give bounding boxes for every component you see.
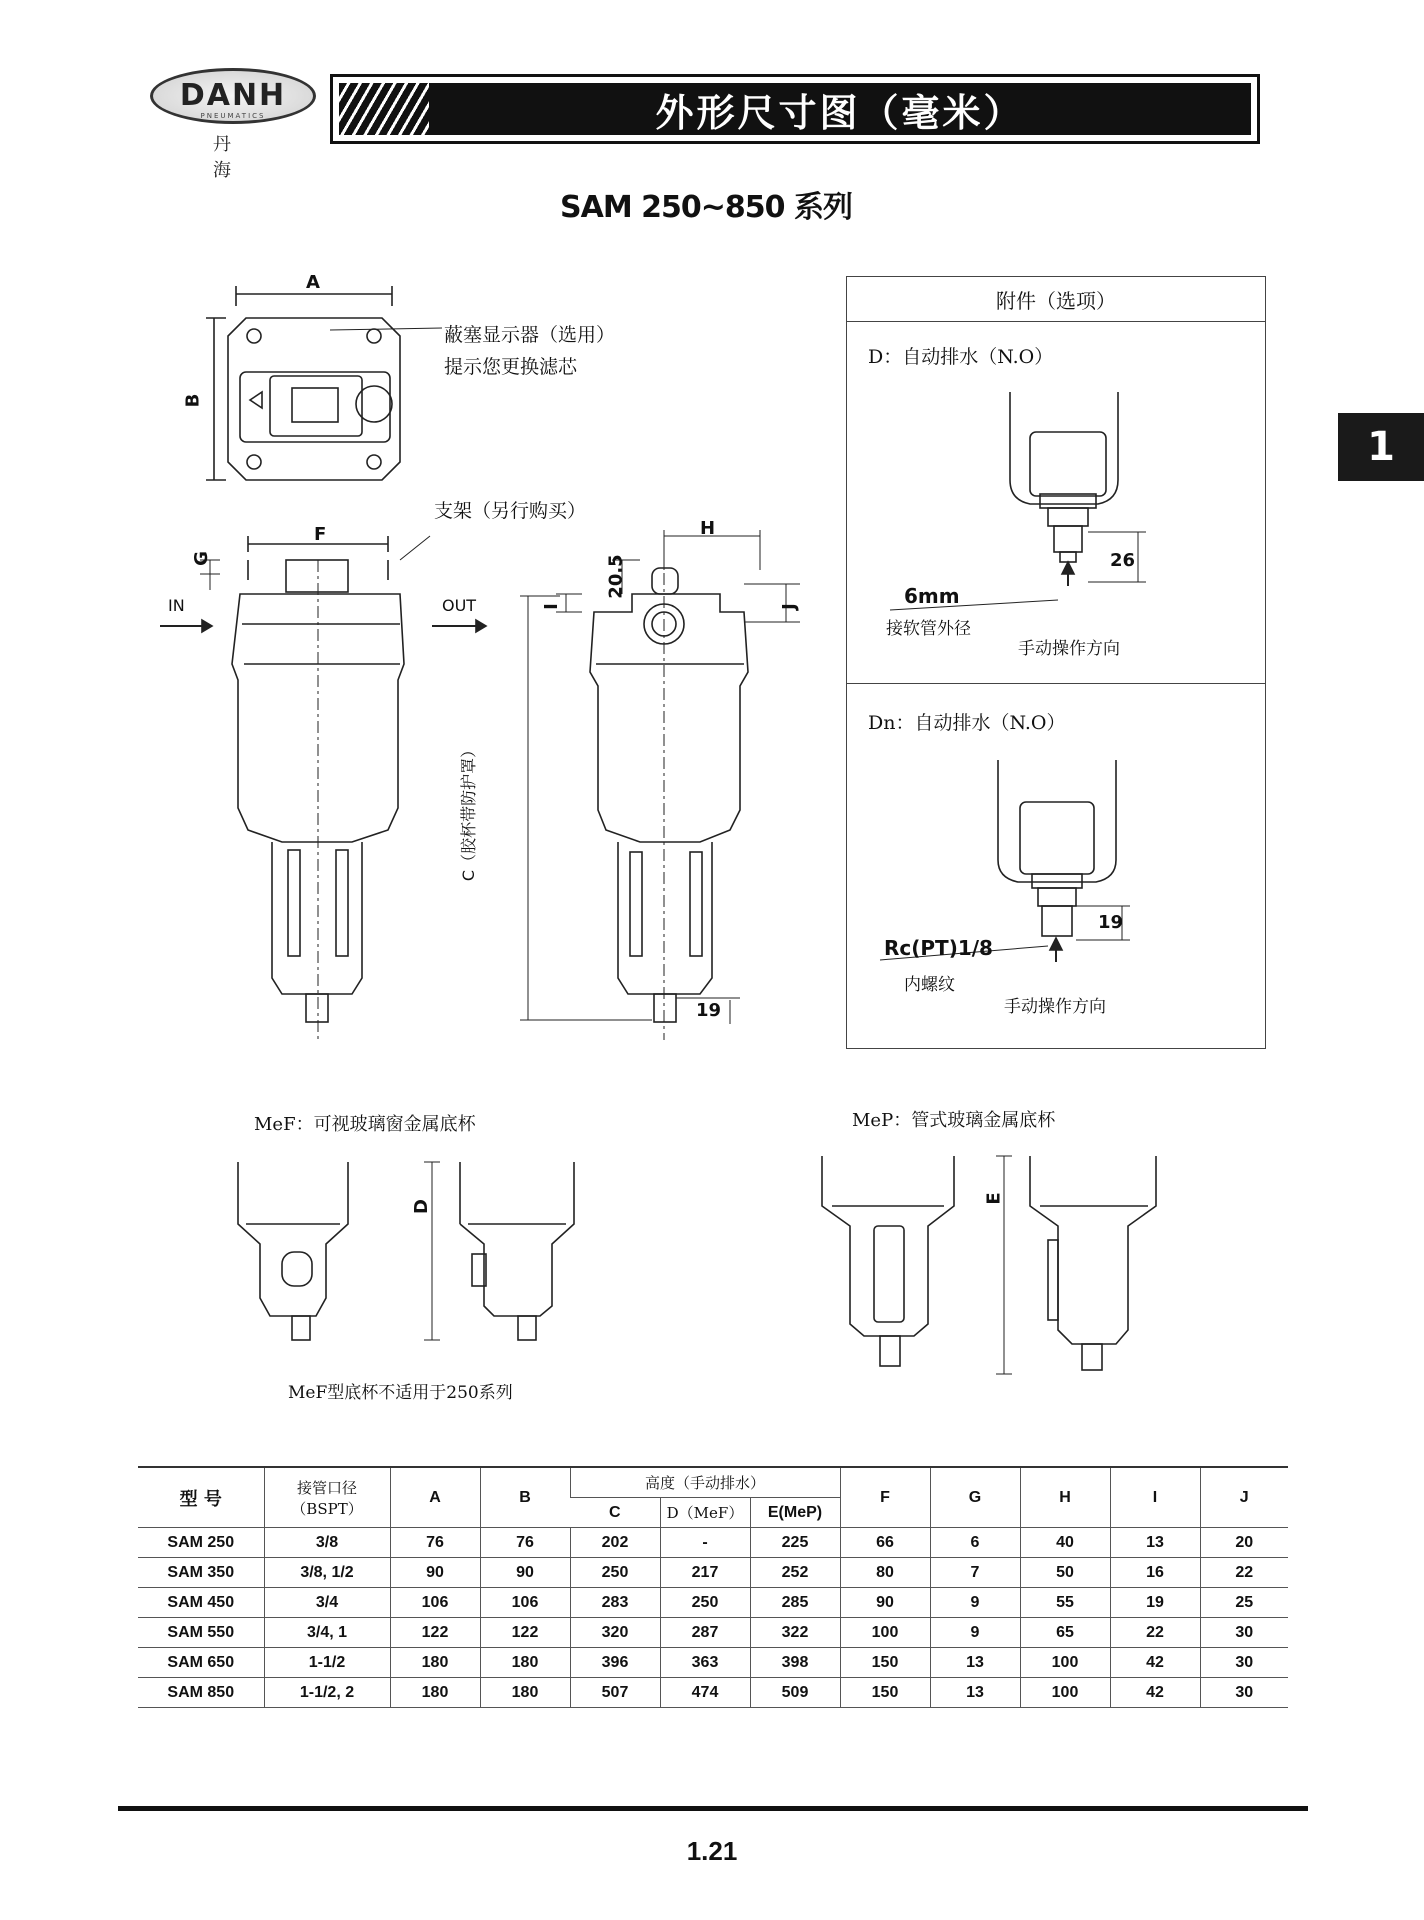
table-cell-c: 202 xyxy=(570,1528,660,1558)
table-cell-h: 40 xyxy=(1020,1528,1110,1558)
col-header-e: E(MeP) xyxy=(750,1498,840,1528)
col-header-model: 型 号 xyxy=(138,1467,264,1528)
table-cell-d: - xyxy=(660,1528,750,1558)
accessory-d-hose-size: 6mm xyxy=(904,584,960,608)
table-cell-b: 106 xyxy=(480,1588,570,1618)
table-cell-g: 6 xyxy=(930,1528,1020,1558)
table-cell-c: 283 xyxy=(570,1588,660,1618)
table-row xyxy=(138,1648,1288,1678)
table-cell-a: 122 xyxy=(390,1618,480,1648)
table-cell-f: 66 xyxy=(840,1528,930,1558)
table-cell-b: 180 xyxy=(480,1678,570,1708)
table-cell-port: 3/8 xyxy=(264,1528,390,1558)
dim-label-i: I xyxy=(540,603,562,610)
table-cell-g: 9 xyxy=(930,1618,1020,1648)
table-cell-f: 90 xyxy=(840,1588,930,1618)
table-row xyxy=(138,1588,1288,1618)
table-cell-g: 9 xyxy=(930,1588,1020,1618)
table-cell-d: 474 xyxy=(660,1678,750,1708)
table-cell-port: 1-1/2 xyxy=(264,1648,390,1678)
col-header-height-group: 高度（手动排水） xyxy=(570,1467,840,1498)
top-view-drawing xyxy=(206,286,442,480)
table-cell-d: 363 xyxy=(660,1648,750,1678)
table-cell-h: 100 xyxy=(1020,1648,1110,1678)
table-cell-port: 3/4 xyxy=(264,1588,390,1618)
col-header-h: H xyxy=(1020,1467,1110,1528)
table-cell-d: 217 xyxy=(660,1558,750,1588)
table-cell-d: 250 xyxy=(660,1588,750,1618)
col-header-i: I xyxy=(1110,1467,1200,1528)
page-number: 1.21 xyxy=(686,1836,738,1866)
table-cell-e: 225 xyxy=(750,1528,840,1558)
dim-label-h: H xyxy=(700,518,716,539)
accessory-dn-manual-direction: 手动操作方向 xyxy=(1004,997,1106,1017)
col-header-port-line2: （BSPT） xyxy=(291,1499,363,1518)
indicator-callout-line1: 蔽塞显示器（选用） xyxy=(444,324,616,346)
col-header-d: D（MeF） xyxy=(660,1498,750,1528)
table-cell-e: 398 xyxy=(750,1648,840,1678)
dimension-table xyxy=(138,1466,1288,1708)
accessory-d-dim-26: 26 xyxy=(1110,550,1136,571)
table-row xyxy=(138,1678,1288,1708)
table-cell-e: 252 xyxy=(750,1558,840,1588)
accessory-title: 附件（选项） xyxy=(847,277,1265,322)
table-cell-j: 30 xyxy=(1200,1678,1288,1708)
bracket-callout: 支架（另行购买） xyxy=(434,500,587,522)
table-cell-g: 7 xyxy=(930,1558,1020,1588)
table-cell-b: 76 xyxy=(480,1528,570,1558)
footer-rule xyxy=(118,1806,1308,1811)
col-header-c: C xyxy=(570,1498,660,1528)
table-cell-i: 42 xyxy=(1110,1678,1200,1708)
table-cell-f: 100 xyxy=(840,1618,930,1648)
table-cell-h: 100 xyxy=(1020,1678,1110,1708)
accessory-dn-label: Dn：自动排水（N.O） xyxy=(868,712,1066,734)
table-cell-h: 65 xyxy=(1020,1618,1110,1648)
table-cell-f: 150 xyxy=(840,1678,930,1708)
series-title: SAM 250~850 系列 xyxy=(560,190,852,225)
section-tab-marker: 1 xyxy=(1338,413,1424,481)
table-cell-a: 106 xyxy=(390,1588,480,1618)
table-cell-model: SAM 250 xyxy=(138,1528,264,1558)
table-cell-e: 322 xyxy=(750,1618,840,1648)
dim-label-a: A xyxy=(306,272,320,293)
col-header-g: G xyxy=(930,1467,1020,1528)
table-cell-g: 13 xyxy=(930,1648,1020,1678)
table-cell-model: SAM 450 xyxy=(138,1588,264,1618)
table-cell-i: 22 xyxy=(1110,1618,1200,1648)
dim-label-19: 19 xyxy=(696,1000,722,1021)
dim-label-b: B xyxy=(182,393,204,408)
dim-label-e: E xyxy=(983,1192,1005,1205)
col-header-b: B xyxy=(480,1467,570,1528)
table-cell-i: 13 xyxy=(1110,1528,1200,1558)
table-cell-e: 509 xyxy=(750,1678,840,1708)
table-cell-c: 507 xyxy=(570,1678,660,1708)
dim-label-c: C（胶杯带防护罩） xyxy=(459,741,479,882)
mef-bowl-drawings xyxy=(238,1162,574,1340)
table-cell-b: 180 xyxy=(480,1648,570,1678)
dim-label-f: F xyxy=(314,524,327,545)
table-cell-i: 16 xyxy=(1110,1558,1200,1588)
table-cell-port: 3/8, 1/2 xyxy=(264,1558,390,1588)
col-header-port-line1: 接管口径 xyxy=(296,1478,357,1497)
mef-bowl-label: MeF：可视玻璃窗金属底杯 xyxy=(254,1114,476,1135)
table-cell-g: 13 xyxy=(930,1678,1020,1708)
inlet-label: IN xyxy=(168,596,185,615)
accessory-dn-thread-desc: 内螺纹 xyxy=(904,975,955,995)
accessory-d-manual-direction: 手动操作方向 xyxy=(1018,639,1120,659)
table-cell-model: SAM 350 xyxy=(138,1558,264,1588)
table-cell-i: 42 xyxy=(1110,1648,1200,1678)
table-cell-model: SAM 550 xyxy=(138,1618,264,1648)
dimension-table-body xyxy=(138,1528,1288,1708)
outlet-label: OUT xyxy=(442,596,477,615)
mep-bowl-drawings xyxy=(822,1156,1156,1374)
table-cell-i: 19 xyxy=(1110,1588,1200,1618)
accessory-d-label: D：自动排水（N.O） xyxy=(868,346,1054,368)
accessory-dn-thread: Rc(PT)1/8 xyxy=(884,936,993,960)
table-cell-j: 30 xyxy=(1200,1618,1288,1648)
accessory-dn-dim-19: 19 xyxy=(1098,912,1124,933)
table-cell-a: 90 xyxy=(390,1558,480,1588)
dim-label-g: G xyxy=(190,551,212,566)
side-view-drawing xyxy=(520,530,800,1040)
col-header-j: J xyxy=(1200,1467,1288,1528)
table-cell-b: 122 xyxy=(480,1618,570,1648)
col-header-port xyxy=(264,1467,390,1528)
logo-wordmark: DANH xyxy=(179,78,287,113)
table-cell-f: 150 xyxy=(840,1648,930,1678)
table-cell-a: 76 xyxy=(390,1528,480,1558)
accessory-d-hose-desc: 接软管外径 xyxy=(886,619,971,639)
indicator-callout-line2: 提示您更换滤芯 xyxy=(444,356,578,378)
accessory-panel xyxy=(846,276,1266,1049)
mef-bowl-note: MeF型底杯不适用于250系列 xyxy=(288,1383,513,1403)
table-row xyxy=(138,1558,1288,1588)
table-cell-b: 90 xyxy=(480,1558,570,1588)
table-cell-port: 3/4, 1 xyxy=(264,1618,390,1648)
dim-label-d: D xyxy=(410,1199,432,1214)
table-cell-a: 180 xyxy=(390,1648,480,1678)
front-view-drawing xyxy=(160,536,486,1040)
table-cell-c: 250 xyxy=(570,1558,660,1588)
dim-label-20-5: 20.5 xyxy=(605,554,627,599)
table-row xyxy=(138,1618,1288,1648)
col-header-f: F xyxy=(840,1467,930,1528)
mep-bowl-label: MeP：管式玻璃金属底杯 xyxy=(852,1110,1056,1131)
table-cell-e: 285 xyxy=(750,1588,840,1618)
dim-label-j: J xyxy=(778,603,800,610)
col-header-a: A xyxy=(390,1467,480,1528)
table-cell-a: 180 xyxy=(390,1678,480,1708)
table-row xyxy=(138,1528,1288,1558)
logo-subline: PNEUMATICS xyxy=(200,112,266,120)
table-cell-h: 55 xyxy=(1020,1588,1110,1618)
table-cell-f: 80 xyxy=(840,1558,930,1588)
logo-chinese-name: 丹 海 xyxy=(213,134,257,181)
accessory-divider xyxy=(847,683,1265,684)
table-cell-j: 25 xyxy=(1200,1588,1288,1618)
table-cell-j: 30 xyxy=(1200,1648,1288,1678)
table-cell-j: 22 xyxy=(1200,1558,1288,1588)
table-cell-model: SAM 650 xyxy=(138,1648,264,1678)
table-cell-model: SAM 850 xyxy=(138,1678,264,1708)
table-cell-c: 320 xyxy=(570,1618,660,1648)
table-cell-h: 50 xyxy=(1020,1558,1110,1588)
table-cell-d: 287 xyxy=(660,1618,750,1648)
table-cell-port: 1-1/2, 2 xyxy=(264,1678,390,1708)
table-cell-j: 20 xyxy=(1200,1528,1288,1558)
table-cell-c: 396 xyxy=(570,1648,660,1678)
page-title: 外形尺寸图（毫米） xyxy=(655,90,1025,135)
